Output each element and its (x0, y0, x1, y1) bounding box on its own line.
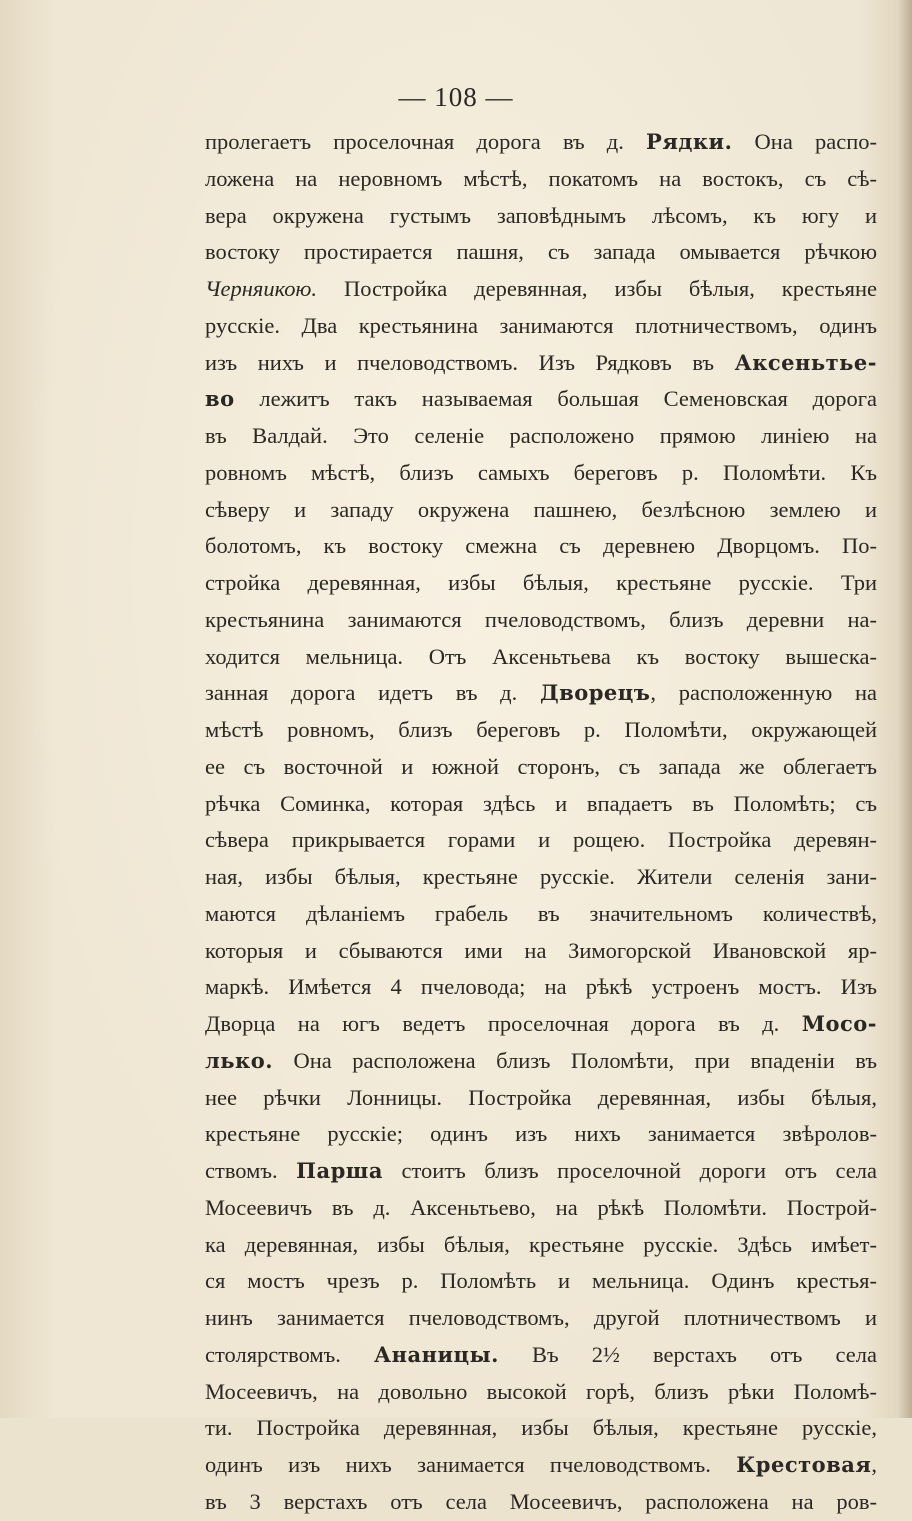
text-line (205, 933, 877, 970)
page-edge-shadow (898, 0, 912, 1418)
text-line (205, 124, 877, 161)
text-segment: Мосеевичъ въ д. Аксеньтьево, на рѣкѣ Поломѣти. Построй- (205, 1194, 877, 1220)
place-name: во (205, 386, 235, 412)
italic-name: Черняикою. (205, 276, 318, 301)
place-name: лько. (205, 1047, 274, 1073)
place-name: Рядки. (646, 129, 733, 154)
text-segment: ка деревянная, избы бѣлыя, крестьяне русскіе. Здѣсь имѣет- (205, 1231, 877, 1257)
text-segment: сѣвера прикрывается горами и рощею. Постройка деревян- (205, 827, 877, 853)
text-line (205, 675, 877, 712)
place-name: Ананицы. (374, 1341, 499, 1367)
text-line (205, 234, 877, 271)
text-line (205, 381, 877, 418)
text-segment: , расположенную на (650, 680, 878, 706)
text-segment: Въ 2½ верстахъ отъ села (498, 1341, 877, 1367)
text-segment: занная дорога идетъ въ д. (205, 680, 540, 706)
text-segment: маркѣ. Имѣется 4 пчеловода; на рѣкѣ устроенъ мостъ. Изъ (205, 974, 877, 1000)
text-segment: крестьянина занимаются пчеловодствомъ, близъ деревни на- (205, 606, 877, 632)
text-line (205, 1447, 877, 1484)
text-segment: русскіе. Два крестьянина занимаются плотничествомъ, одинъ (205, 312, 877, 338)
text-line (205, 308, 877, 345)
text-line (205, 161, 877, 198)
text-line (205, 602, 877, 639)
text-line (205, 1080, 877, 1117)
text-line (205, 528, 877, 565)
text-line (205, 1043, 877, 1080)
text-line (205, 712, 877, 749)
text-segment: ложена на неровномъ мѣстѣ, покатомъ на востокъ, съ сѣ- (205, 165, 877, 191)
text-line (205, 969, 877, 1006)
text-line (205, 859, 877, 896)
text-segment: ствомъ. (205, 1158, 297, 1183)
text-segment: столярствомъ. (205, 1341, 375, 1367)
text-line (205, 418, 877, 455)
text-segment: которыя и сбываются ими на Зимогорской Ивановской яр- (205, 937, 877, 963)
text-line (205, 345, 877, 382)
text-line (205, 271, 877, 308)
text-line (205, 1190, 877, 1227)
text-segment: ровномъ мѣстѣ, близъ самыхъ береговъ р. Поломѣти. Къ (205, 459, 877, 485)
text-segment: въ Валдай. Это селеніе расположено прямою линіею на (205, 423, 877, 448)
text-line (205, 455, 877, 492)
text-segment: нинъ занимается пчеловодствомъ, другой плотничествомъ и (205, 1305, 877, 1330)
text-segment: рѣчка Соминка, которая здѣсь и впадаетъ въ Поломѣть; съ (205, 790, 877, 816)
text-line (205, 1337, 877, 1374)
text-segment: ная, избы бѣлыя, крестьяне русскіе. Жители селенія зани- (205, 864, 877, 889)
text-line (205, 1153, 877, 1190)
text-line (205, 492, 877, 529)
text-line (205, 1410, 877, 1447)
text-segment: стоитъ близъ проселочной дороги отъ села (382, 1158, 878, 1183)
text-segment: въ 3 верстахъ отъ села Мосеевичъ, расположена на ров- (205, 1488, 877, 1514)
text-segment: Постройка деревянная, избы бѣлыя, крестьяне (317, 276, 877, 301)
text-line (205, 1263, 877, 1300)
text-line (205, 198, 877, 235)
place-name: Мосо- (801, 1011, 877, 1036)
text-segment: изъ нихъ и пчеловодствомъ. Изъ Рядковъ въ (205, 349, 735, 375)
place-name: Дворецъ (539, 680, 651, 706)
text-line (205, 1300, 877, 1337)
text-segment: Она расположена близъ Поломѣти, при впаденіи въ (273, 1047, 877, 1073)
text-segment: сѣверу и западу окружена пашнею, безлѣсною землею и (205, 496, 877, 522)
body-text (205, 124, 877, 1521)
text-segment: ее съ восточной и южной сторонъ, съ запада же облегаетъ (205, 753, 877, 779)
text-line (205, 749, 877, 786)
text-line (205, 896, 877, 933)
place-name: Аксеньтье- (734, 349, 877, 375)
text-segment: Дворца на югъ ведетъ проселочная дорога въ д. (205, 1011, 802, 1036)
text-segment: Она распо- (732, 129, 877, 154)
text-segment: крестьяне русскіе; одинъ изъ нихъ занимается звѣролов- (205, 1121, 877, 1147)
text-segment: стройка деревянная, избы бѣлыя, крестьяне русскіе. Три (205, 570, 877, 595)
text-segment: одинъ изъ нихъ занимается пчеловодствомъ. (205, 1452, 737, 1477)
page-number: — 108 — (398, 82, 514, 112)
text-line (205, 1227, 877, 1264)
text-segment: востоку простирается пашня, съ запада омывается рѣчкою (205, 239, 877, 265)
text-segment: ся мостъ чрезъ р. Поломѣть и мельница. Одинъ крестья- (205, 1268, 877, 1294)
text-segment: ходится мельница. Отъ Аксеньтьева къ востоку вышеска- (205, 643, 877, 669)
text-line (205, 1484, 877, 1521)
text-segment: пролегаетъ проселочная дорога въ д. (205, 129, 647, 154)
text-segment: лежитъ такъ называемая большая Семеновская дорога (234, 386, 877, 412)
text-segment: мѣстѣ ровномъ, близъ береговъ р. Поломѣти, окружающей (205, 717, 877, 742)
text-segment: ти. Постройка деревянная, избы бѣлыя, крестьяне русскіе, (205, 1415, 877, 1441)
text-segment: болотомъ, къ востоку смежна съ деревнею Дворцомъ. По- (205, 533, 877, 559)
text-segment: Мосеевичъ, на довольно высокой горѣ, близъ рѣки Поломѣ- (205, 1378, 877, 1404)
text-line (205, 565, 877, 602)
place-name: Парша (296, 1158, 383, 1183)
place-name: Крестовая (736, 1452, 872, 1477)
text-segment: , (871, 1452, 877, 1477)
text-line (205, 822, 877, 859)
text-segment: маются дѣланіемъ грабель въ значительномъ количествѣ, (205, 900, 877, 926)
text-line (205, 1006, 877, 1043)
text-line (205, 1374, 877, 1411)
text-line (205, 1116, 877, 1153)
text-line (205, 639, 877, 676)
text-segment: вера окружена густымъ заповѣднымъ лѣсомъ, къ югу и (205, 202, 877, 228)
text-segment: нее рѣчки Лонницы. Постройка деревянная, избы бѣлыя, (205, 1084, 877, 1110)
text-line (205, 786, 877, 823)
